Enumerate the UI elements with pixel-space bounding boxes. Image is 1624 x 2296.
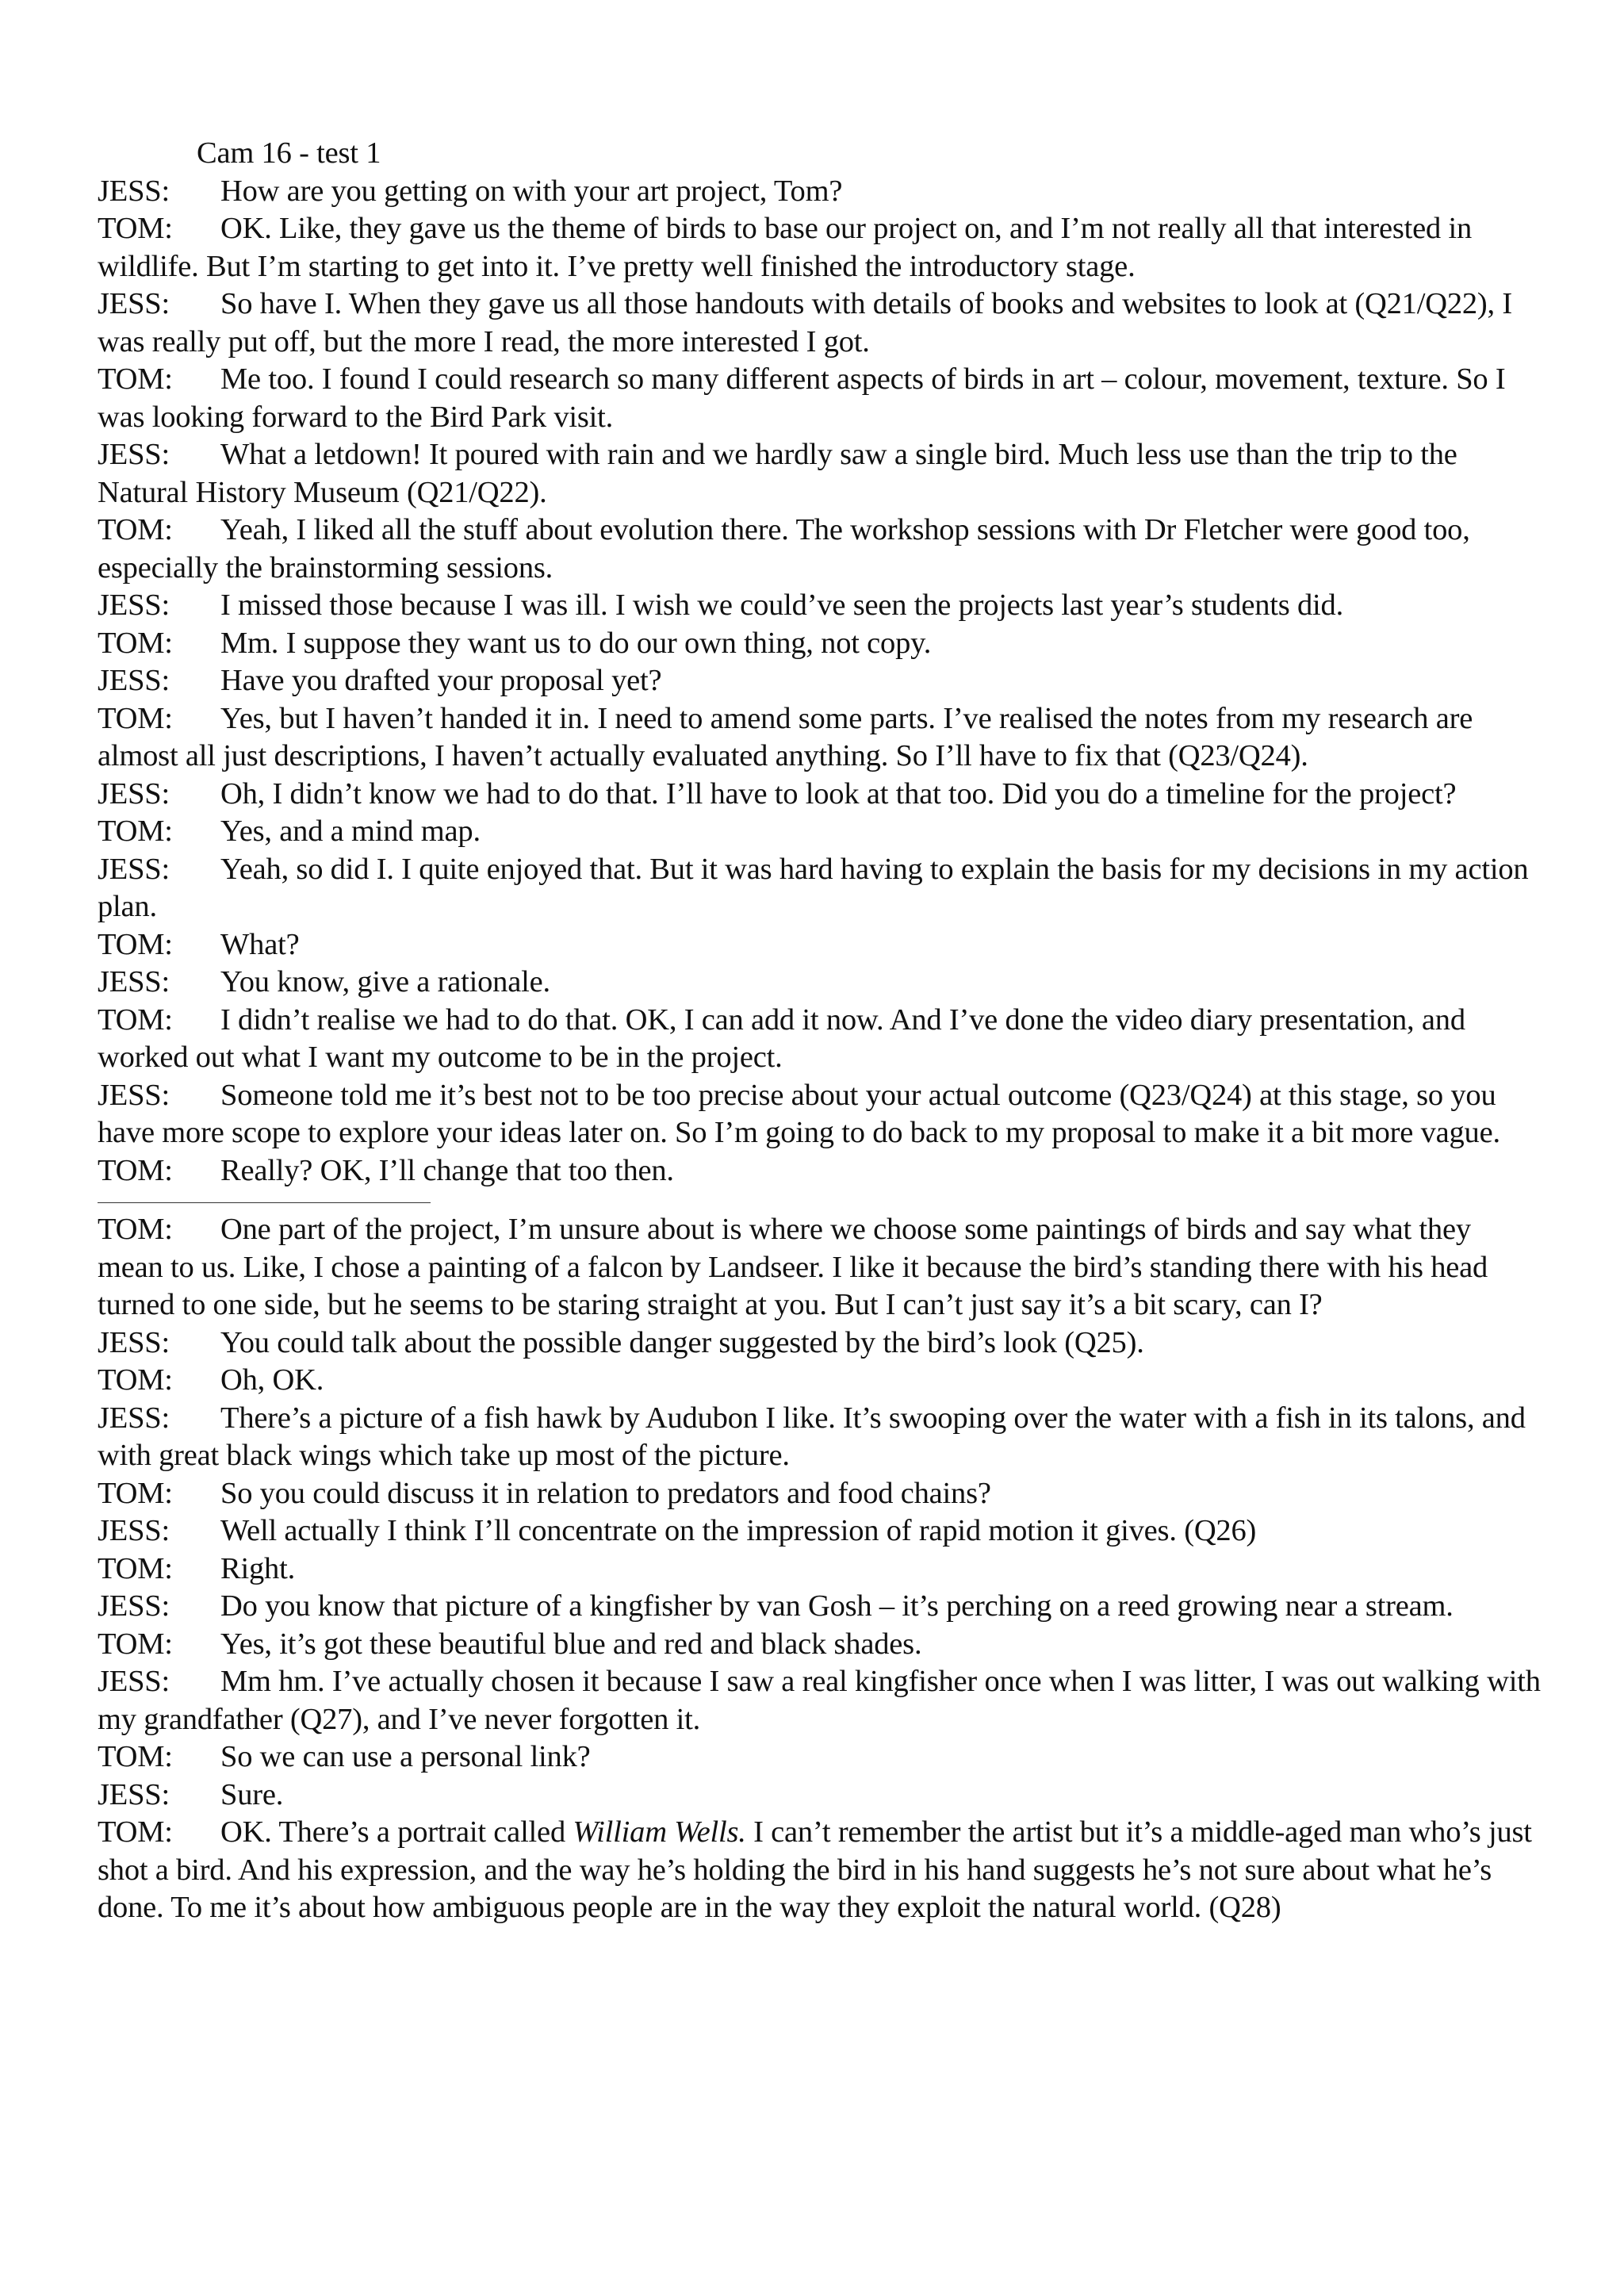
utterance-text: Yes, but I haven’t handed it in. I need to amend some parts. I’ve realised the notes from my research are almost all just descriptions, I haven’t actually evaluated anything. So I’ll have to fix that (Q23/Q24).	[98, 701, 1473, 772]
speaker-label: JESS:	[98, 588, 170, 622]
utterance-text: You know, give a rationale.	[220, 965, 550, 999]
utterance-text: Yes, and a mind map.	[220, 815, 481, 848]
speaker-label: JESS:	[98, 1078, 170, 1112]
utterance-text: Right.	[220, 1551, 295, 1585]
utterance-text: Sure.	[220, 1777, 284, 1811]
painting-title: William Wells.	[573, 1815, 746, 1849]
utterance-text: One part of the project, I’m unsure about is where we choose some paintings of birds and say what they mean to us. Like, I chose a painting of a falcon by Landseer. I like it because the bird’s standing there with his head turned to one side, but he seems to be staring straight at you. But I can’t just say it’s a bit scary, can I?	[98, 1213, 1488, 1321]
speaker-label: JESS:	[98, 174, 170, 208]
dialogue-line	[98, 512, 1542, 587]
speaker-label: JESS:	[98, 1665, 170, 1698]
utterance-text: Have you drafted your proposal yet?	[220, 664, 662, 697]
speaker-label: JESS:	[98, 965, 170, 999]
dialogue-line	[98, 1777, 1542, 1815]
dialogue-line	[98, 1400, 1542, 1475]
dialogue-line	[98, 1152, 1542, 1190]
dialogue-line	[98, 1324, 1542, 1363]
utterance-text: Mm hm. I’ve actually chosen it because I saw a real kingfisher once when I was litter, I was out walking with my grandfather (Q27), and I’ve never forgotten it.	[98, 1665, 1541, 1736]
dialogue-line	[98, 776, 1542, 814]
section-divider	[98, 1202, 431, 1203]
speaker-label: TOM:	[98, 1815, 173, 1849]
utterance-text: Yes, it’s got these beautiful blue and red and black shades.	[220, 1627, 922, 1661]
dialogue-line	[98, 1077, 1542, 1152]
dialogue-line	[98, 210, 1542, 286]
dialogue-line	[98, 1362, 1542, 1400]
document-title: Cam 16 - test 1	[197, 136, 381, 170]
speaker-label: TOM:	[98, 513, 173, 546]
dialogue-section-2	[98, 1211, 1542, 1814]
utterance-text: How are you getting on with your art project, Tom?	[220, 174, 843, 208]
speaker-label: TOM:	[98, 1740, 173, 1773]
dialogue-line	[98, 436, 1542, 512]
utterance-text-end: I can’t remember the artist but it’s a middle-aged man who’s just shot a bird. And his expression, and the way he’s holding the bird in his hand suggests he’s not sure about what he’s done. To me it’s about how ambiguous people are in the way they exploit the natural world. (Q28)	[98, 1815, 1532, 1924]
utterance-text: There’s a picture of a fish hawk by Audubon I like. It’s swooping over the water with a fish in its talons, and with great black wings which take up most of the picture.	[98, 1401, 1526, 1472]
dialogue-line	[98, 587, 1542, 625]
speaker-label: TOM:	[98, 1002, 173, 1037]
speaker-label: TOM:	[98, 1627, 173, 1661]
utterance-text: So you could discuss it in relation to predators and food chains?	[220, 1476, 991, 1510]
dialogue-line	[98, 926, 1542, 964]
dialogue-line-final	[98, 1814, 1542, 1927]
dialogue-line	[98, 851, 1542, 926]
dialogue-line	[98, 813, 1542, 851]
utterance-text: I didn’t realise we had to do that. OK, I can add it now. And I’ve done the video diary presentation, and worked out what I want my outcome to be in the project.	[98, 1002, 1465, 1074]
utterance-text-start: OK. There’s a portrait called	[220, 1815, 573, 1849]
utterance-text: OK. Like, they gave us the theme of birds to base our project on, and I’m not really all that interested in wildlife. But I’m starting to get into it. I’ve pretty well finished the introductory stage.	[98, 212, 1473, 283]
utterance-text: Yeah, so did I. I quite enjoyed that. But it was hard having to explain the basis for my decisions in my action plan.	[98, 852, 1529, 923]
dialogue-line	[98, 1002, 1542, 1077]
dialogue-line	[98, 964, 1542, 1002]
dialogue-line	[98, 700, 1542, 776]
speaker-label: JESS:	[98, 1401, 170, 1435]
dialogue-line	[98, 173, 1542, 211]
utterance-text: Someone told me it’s best not to be too precise about your actual outcome (Q23/Q24) at this stage, so you have more scope to explore your ideas later on. So I’m going to do back to my proposal to make it a bit more vague.	[98, 1078, 1500, 1149]
speaker-label: TOM:	[98, 1551, 173, 1585]
utterance-text: So have I. When they gave us all those handouts with details of books and websites to look at (Q21/Q22), I was really put off, but the more I read, the more interested I got.	[98, 287, 1513, 358]
utterance-text: Do you know that picture of a kingfisher by van Gosh – it’s perching on a reed growing near a stream.	[220, 1589, 1454, 1623]
speaker-label: JESS:	[98, 1325, 170, 1359]
utterance-text: You could talk about the possible danger suggested by the bird’s look (Q25).	[220, 1325, 1144, 1359]
speaker-label: TOM:	[98, 701, 173, 735]
speaker-label: TOM:	[98, 1213, 173, 1246]
utterance-text: Oh, I didn’t know we had to do that. I’ll have to look at that too. Did you do a timeline for the project?	[220, 776, 1457, 811]
utterance-text: Me too. I found I could research so many different aspects of birds in art – colour, movement, texture. So I was looking forward to the Bird Park visit.	[98, 362, 1506, 434]
utterance-text: Yeah, I liked all the stuff about evolution there. The workshop sessions with Dr Fletcher were good too, especially the brainstorming sessions.	[98, 513, 1470, 585]
utterance-text: Oh, OK.	[220, 1363, 324, 1397]
dialogue-section-1	[98, 173, 1542, 1190]
speaker-label: JESS:	[98, 664, 170, 697]
speaker-label: TOM:	[98, 1153, 173, 1187]
utterance-text: So we can use a personal link?	[220, 1740, 591, 1773]
dialogue-line	[98, 286, 1542, 361]
dialogue-line	[98, 1211, 1542, 1324]
speaker-label: TOM:	[98, 927, 173, 961]
dialogue-line	[98, 1550, 1542, 1589]
dialogue-line	[98, 662, 1542, 700]
speaker-label: JESS:	[98, 1777, 170, 1811]
utterance-text: I missed those because I was ill. I wish we could’ve seen the projects last year’s students did.	[220, 588, 1343, 622]
speaker-label: TOM:	[98, 1476, 173, 1510]
utterance-text: What a letdown! It poured with rain and we hardly saw a single bird. Much less use than the trip to the Natural History Museum (Q21/Q22).	[98, 438, 1457, 509]
speaker-label: TOM:	[98, 1363, 173, 1397]
transcript-page	[98, 135, 1542, 1927]
speaker-label: TOM:	[98, 815, 173, 848]
utterance-text: Mm. I suppose they want us to do our own thing, not copy.	[220, 626, 932, 660]
dialogue-line	[98, 1626, 1542, 1664]
speaker-label: TOM:	[98, 212, 173, 245]
dialogue-line	[98, 1512, 1542, 1550]
speaker-label: TOM:	[98, 362, 173, 396]
dialogue-line	[98, 1588, 1542, 1626]
speaker-label: JESS:	[98, 438, 170, 471]
speaker-label: JESS:	[98, 776, 170, 811]
speaker-label: JESS:	[98, 287, 170, 320]
utterance-text: Really? OK, I’ll change that too then.	[220, 1153, 674, 1187]
speaker-label: JESS:	[98, 1589, 170, 1623]
speaker-label: JESS:	[98, 1514, 170, 1547]
dialogue-line	[98, 361, 1542, 436]
speaker-label: JESS:	[98, 852, 170, 886]
speaker-label: TOM:	[98, 626, 173, 660]
dialogue-line	[98, 1663, 1542, 1738]
dialogue-line	[98, 1738, 1542, 1777]
utterance-text: Well actually I think I’ll concentrate on the impression of rapid motion it gives. (Q26)	[220, 1514, 1257, 1547]
dialogue-line	[98, 1475, 1542, 1513]
dialogue-line	[98, 625, 1542, 663]
utterance-text: What?	[220, 927, 300, 961]
